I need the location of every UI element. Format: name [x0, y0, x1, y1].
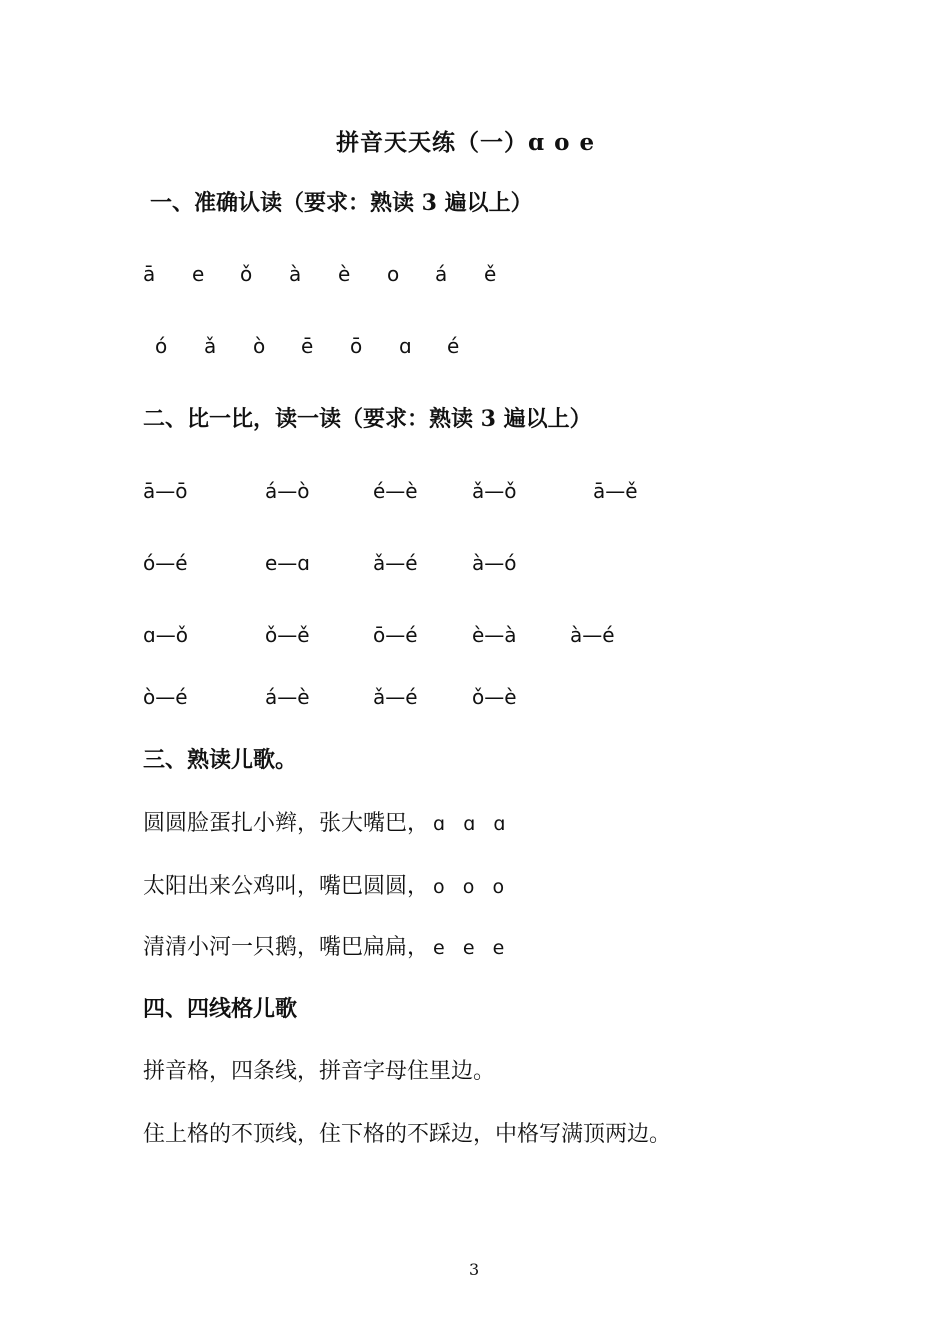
pinyin-syllable: ó	[155, 334, 168, 358]
page-number: 3	[469, 1260, 480, 1279]
pinyin-pair: ǎ—ǒ	[472, 479, 517, 503]
rhyme-text: 太阳出来公鸡叫，嘴巴圆圆，	[143, 874, 430, 899]
pinyin-syllable: è	[338, 262, 351, 286]
rhyme-line	[143, 869, 504, 900]
pinyin-syllable: ɑ	[399, 334, 412, 358]
pinyin-pair: ā—ě	[593, 479, 638, 503]
pinyin-pair: è—à	[472, 623, 517, 647]
pinyin-syllable: ǎ	[204, 334, 217, 358]
rhyme-line	[143, 930, 504, 961]
pinyin-pair: ǎ—é	[373, 551, 418, 575]
compare-row	[0, 551, 950, 581]
pinyin-syllable: ā	[143, 262, 156, 286]
pinyin-syllable: ē	[301, 334, 314, 358]
compare-row	[0, 623, 950, 653]
section-heading-3: 三、熟读儿歌。	[143, 747, 298, 773]
rhyme-line: 拼音格，四条线，拼音字母住里边。	[143, 1059, 496, 1084]
pinyin-syllable: é	[447, 334, 460, 358]
section-heading-1: 一、准确认读（要求：熟读 3 遍以上）	[150, 190, 533, 216]
pinyin-pair: ǒ—ě	[265, 623, 310, 647]
rhyme-text: 清清小河一只鹅，嘴巴扁扁，	[143, 935, 430, 960]
pinyin-pair: ó—é	[143, 551, 188, 575]
pinyin-syllable: ě	[484, 262, 497, 286]
compare-row	[0, 685, 950, 715]
pinyin-pair: á—è	[265, 685, 310, 709]
pinyin-syllable: ǒ	[240, 262, 253, 286]
pinyin-row	[0, 334, 950, 364]
rhyme-text: 圆圆脸蛋扎小辫，张大嘴巴，	[143, 811, 430, 836]
pinyin-syllable: á	[435, 262, 448, 286]
compare-row	[0, 479, 950, 509]
pinyin-pair: é—è	[373, 479, 418, 503]
pinyin-syllable: ò	[253, 334, 266, 358]
pinyin-syllable: à	[289, 262, 302, 286]
pinyin-pair: ā—ō	[143, 479, 188, 503]
pinyin-syllable: e	[192, 262, 205, 286]
pinyin-pair: ō—é	[373, 623, 418, 647]
rhyme-line: 住上格的不顶线，住下格的不踩边，中格写满顶两边。	[143, 1122, 672, 1147]
pinyin-pair: à—é	[570, 623, 615, 647]
section-heading-4: 四、四线格儿歌	[143, 996, 298, 1022]
rhyme-line	[143, 806, 505, 837]
pinyin-pair: ɑ—ǒ	[143, 623, 188, 647]
pinyin-syllable: o	[387, 262, 400, 286]
pinyin-pair: e—ɑ	[265, 551, 310, 575]
section-heading-2: 二、比一比，读一读（要求：熟读 3 遍以上）	[143, 406, 592, 432]
pinyin-pair: ǎ—é	[373, 685, 418, 709]
pinyin-row	[0, 262, 950, 292]
pinyin-syllable: ō	[350, 334, 363, 358]
pinyin-pair: ò—é	[143, 685, 188, 709]
pinyin-pair: à—ó	[472, 551, 517, 575]
page-title: 拼音天天练（一）ɑ o e	[336, 129, 596, 156]
pinyin-pair: á—ò	[265, 479, 310, 503]
rhyme-pinyin: ɑ ɑ ɑ	[433, 813, 506, 835]
rhyme-pinyin: o o o	[433, 876, 505, 898]
rhyme-pinyin: e e e	[433, 937, 505, 959]
pinyin-pair: ǒ—è	[472, 685, 517, 709]
